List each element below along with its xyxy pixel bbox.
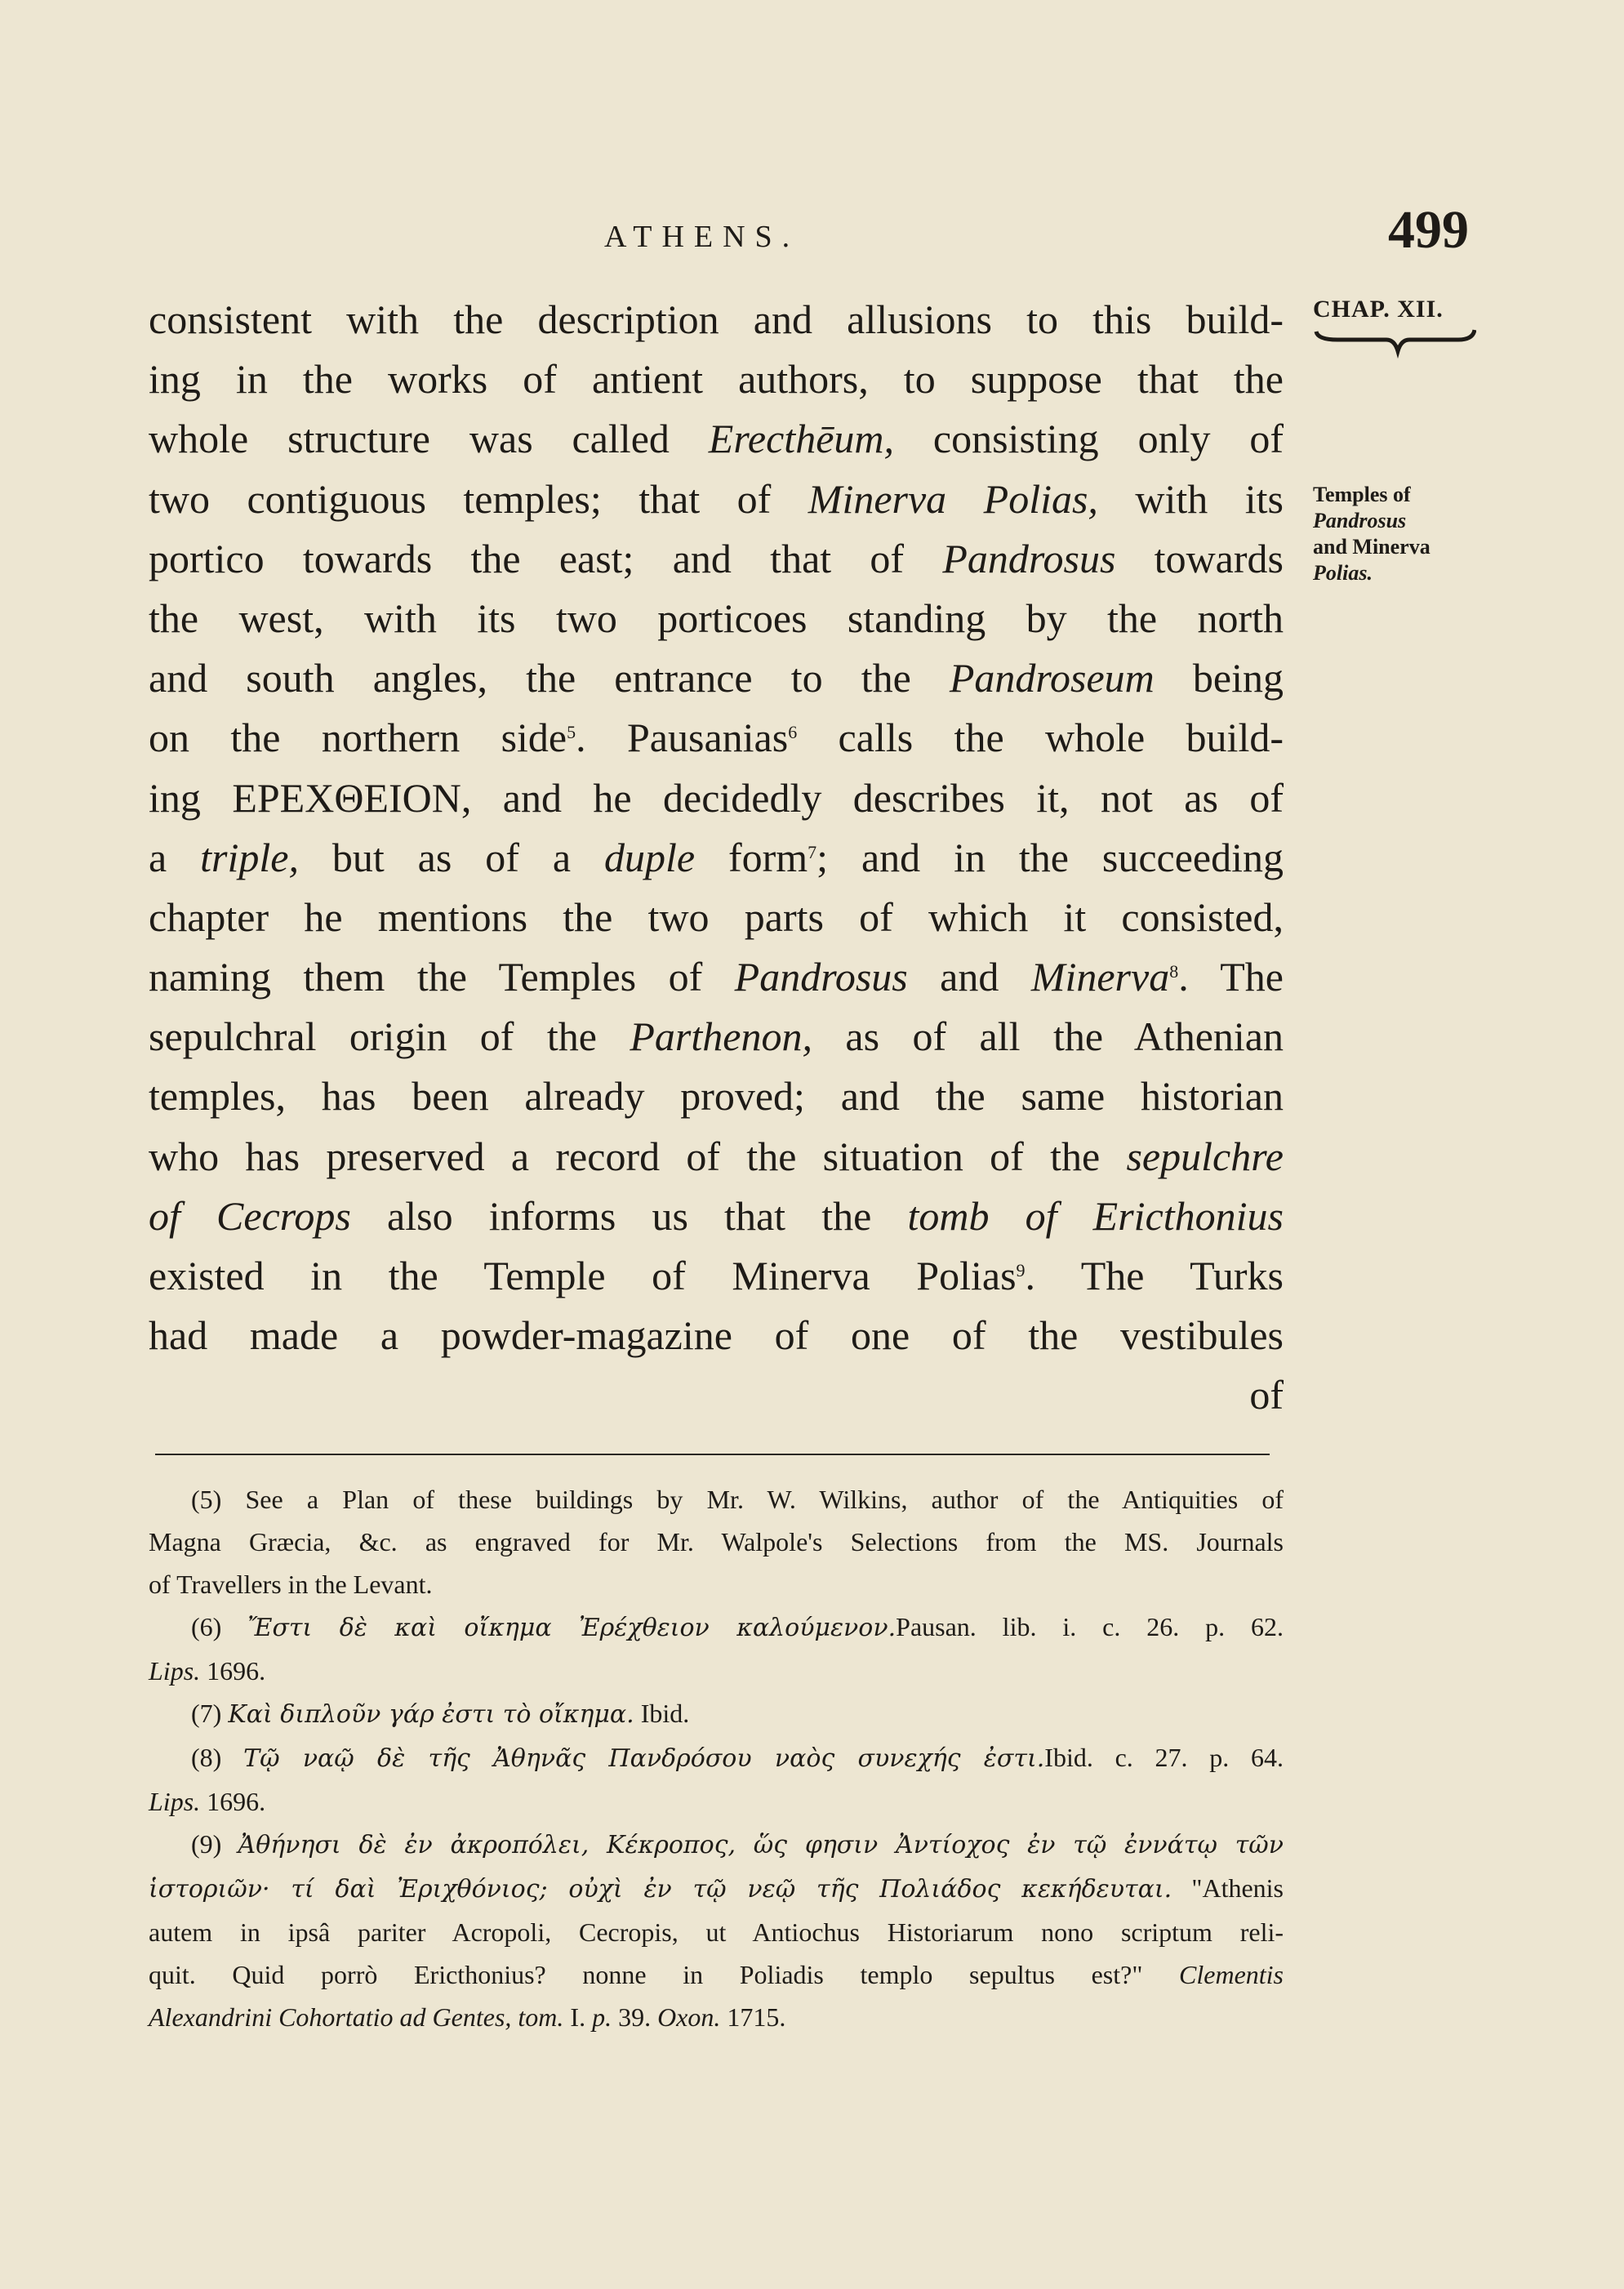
- text-line: chapter he mentions the two parts of which it consisted,: [149, 893, 1284, 940]
- topic-sidenote: [1313, 482, 1468, 586]
- chapter-sidenote: CHAP. XII.: [1313, 296, 1444, 323]
- footnote-8: (8) Τῷ ναῷ δὲ τῆς Ἀθηνᾶς Πανδρόσου ναὸς συνεχής ἐστι.Ibid. c. 27. p. 64.: [191, 1743, 1284, 1773]
- footnote-ref: 7: [808, 841, 817, 862]
- footnote-9-cont: autem in ipsâ pariter Acropoli, Cecropis, ut Antiochus Historiarum nono scriptum reli-: [149, 1917, 1284, 1947]
- brace-ornament: [1313, 327, 1476, 359]
- text-line: sepulchral origin of the Parthenon, as of all the Athenian: [149, 1013, 1284, 1060]
- page-number: 499: [1388, 200, 1469, 260]
- footnotes: [149, 1478, 1284, 2038]
- catchword: of: [1249, 1372, 1284, 1418]
- sidenote-line: and Minerva: [1313, 535, 1430, 559]
- text-line: consistent with the description and allusions to this build-: [149, 296, 1284, 342]
- footnote-5: (5) See a Plan of these buildings by Mr. W. Wilkins, author of the Antiquities of: [191, 1485, 1284, 1514]
- footnote-6: (6) Ἔστι δὲ καὶ οἴκημα Ἐρέχθειον καλούμενον.Pausan. lib. i. c. 26. p. 62.: [191, 1612, 1284, 1642]
- footnote-9-cont: ἱστοριῶν· τί δαὶ Ἐριχθόνιος; οὐχὶ ἐν τῷ νεῷ τῆς Πολιάδος κεκήδευται. "Athenis: [149, 1873, 1284, 1904]
- footnote-9-cont: quit. Quid porrò Ericthonius? nonne in Poliadis templo sepultus est?" Clementis: [149, 1960, 1284, 1989]
- text-line: whole structure was called Erecthēum, consisting only of: [149, 416, 1284, 462]
- sidenote-line: Temples of: [1313, 483, 1411, 506]
- text-line: a triple, but as of a duple form$^7$; and in the succeeding: [149, 834, 1284, 880]
- footnote-ref: 6: [788, 722, 798, 743]
- text-line: naming them the Temples of Pandrosus and Minerva$^8$. The: [149, 954, 1284, 1000]
- text-line: on the northern side$^5$. Pausanias$^6$ calls the whole build-: [149, 715, 1284, 761]
- footnote-6-cont: Lips. 1696.: [149, 1656, 266, 1686]
- footnote-5-cont: of Travellers in the Levant.: [149, 1570, 433, 1599]
- text-line: two contiguous temples; that of Minerva Polias, with its: [149, 475, 1284, 522]
- text-line: had made a powder-magazine of one of the vestibules: [149, 1312, 1284, 1359]
- text-line: portico towards the east; and that of Pandrosus towards: [149, 535, 1284, 581]
- footnote-9: (9) Ἀθήνησι δὲ ἐν ἀκροπόλει, Κέκροπος, ὥς φησιν Ἀντίοχος ἐν τῷ ἐννάτῳ τῶν: [191, 1829, 1284, 1859]
- footnote-ref: 9: [1016, 1260, 1026, 1280]
- footnote-ref: 8: [1169, 961, 1179, 982]
- text-line: and south angles, the entrance to the Pandroseum being: [149, 655, 1284, 701]
- text-line: the west, with its two porticoes standing by the north: [149, 595, 1284, 641]
- running-head: ATHENS.: [604, 220, 800, 254]
- text-line: ing ΕΡΕΧΘΕΙΟΝ, and he decidedly describes it, not as of: [149, 774, 1284, 821]
- footnote-9-cont: Alexandrini Cohortatio ad Gentes, tom. I. p. 39. Oxon. 1715.: [149, 2002, 786, 2032]
- text-line: existed in the Temple of Minerva Polias$^9$. The Turks: [149, 1253, 1284, 1298]
- footnote-ref: 5: [567, 722, 576, 743]
- main-text: [149, 296, 1284, 1432]
- sidenote-line: Polias.: [1313, 561, 1373, 585]
- sidenote-line: Pandrosus: [1313, 509, 1407, 532]
- footnote-5-cont: Magna Græcia, &c. as engraved for Mr. Walpole's Selections from the MS. Journals: [149, 1527, 1284, 1556]
- text-line: temples, has been already proved; and the same historian: [149, 1073, 1284, 1120]
- footnote-7: (7) Καὶ διπλοῦν γάρ ἐστι τὸ οἴκημα. Ibid.: [191, 1699, 690, 1729]
- text-line: ing in the works of antient authors, to suppose that the: [149, 356, 1284, 403]
- text-line: who has preserved a record of the situation of the sepulchre: [149, 1133, 1284, 1179]
- text-line: of Cecrops also informs us that the tomb of Ericthonius: [149, 1192, 1284, 1239]
- footnote-rule: [155, 1454, 1270, 1455]
- footnote-8-cont: Lips. 1696.: [149, 1787, 266, 1816]
